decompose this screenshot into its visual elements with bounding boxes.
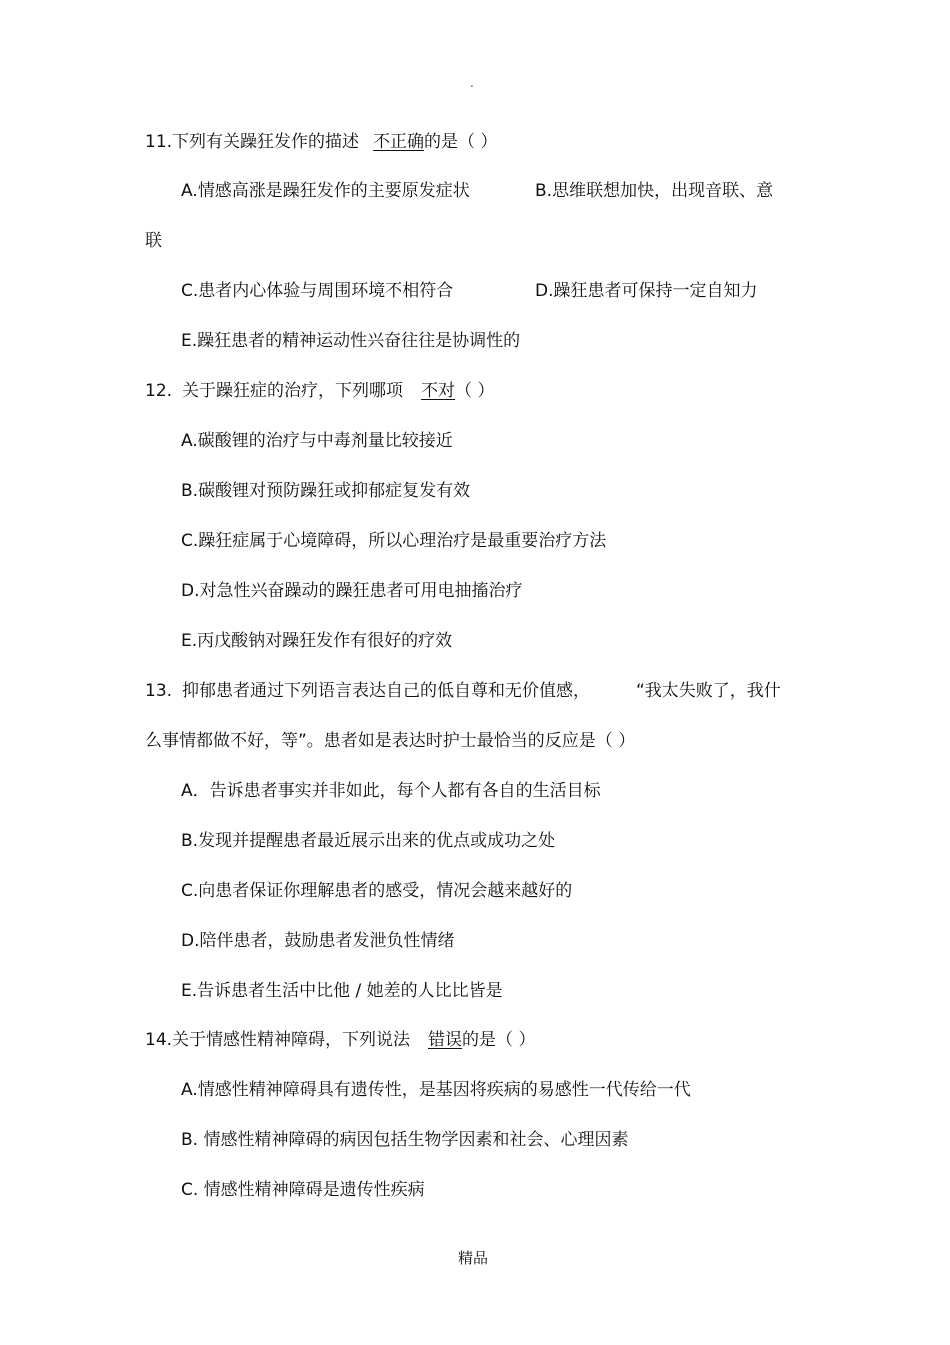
option-11-d: D.躁狂患者可保持一定自知力 (535, 281, 758, 301)
option-12-d: D.对急性兴奋躁动的躁狂患者可用电抽搐治疗 (181, 581, 523, 601)
option-12-a: A.碳酸锂的治疗与中毒剂量比较接近 (181, 431, 453, 451)
question-stem-text: 抑郁患者通过下列语言表达自己的低自尊和无价值感， (182, 681, 591, 701)
option-12-e: E.丙戊酸钠对躁狂发作有很好的疗效 (181, 631, 453, 651)
option-13-b: B.发现并提醒患者最近展示出来的优点或成功之处 (181, 831, 556, 851)
question-emphasis: 错误 (428, 1030, 463, 1050)
option-11-a: A.情感高涨是躁狂发作的主要原发症状 (181, 181, 470, 201)
question-emphasis: 不正确 (373, 132, 425, 152)
question-stem-text: （ ） (455, 381, 495, 401)
question-13-stem-line2: 么事情都做不好，等”。患者如是表达时护士最恰当的反应是（ ） (145, 731, 636, 751)
option-11-b: B.思维联想加快，出现音联、意 (535, 181, 774, 201)
option-12-b: B.碳酸锂对预防躁狂或抑郁症复发有效 (181, 481, 471, 501)
option-14-b: B. 情感性精神障碍的病因包括生物学因素和社会、心理因素 (181, 1130, 629, 1150)
question-stem-text: 的是（ ） (424, 132, 498, 152)
option-11-e: E.躁狂患者的精神运动性兴奋往往是协调性的 (181, 331, 521, 351)
question-stem-text: 关于情感性精神障碍，下列说法 (172, 1030, 411, 1050)
question-stem-text: 下列有关躁狂发作的描述 (172, 132, 360, 152)
question-12-stem (145, 380, 494, 402)
page-footer: 精品 (458, 1249, 489, 1267)
header-dot: . (470, 76, 474, 90)
question-number: 11. (145, 132, 173, 152)
question-number: 13. (145, 681, 173, 701)
question-stem-text: 关于躁狂症的治疗，下列哪项 (182, 381, 404, 401)
question-stem-text: 的是（ ） (462, 1030, 536, 1050)
option-13-c: C.向患者保证你理解患者的感受，情况会越来越好的 (181, 881, 573, 901)
option-14-c: C. 情感性精神障碍是遗传性疾病 (181, 1180, 425, 1200)
option-13-a: A．告诉患者事实并非如此，每个人都有各自的生活目标 (181, 781, 601, 801)
option-13-d: D.陪伴患者，鼓励患者发泄负性情绪 (181, 931, 455, 951)
question-13-quote: “我太失败了，我什 (636, 681, 781, 701)
option-14-a: A.情感性精神障碍具有遗传性，是基因将疾病的易感性一代传给一代 (181, 1080, 691, 1100)
question-number: 12. (145, 381, 173, 401)
option-11-b-continued: 联 (145, 231, 162, 251)
question-14-stem (145, 1029, 535, 1051)
option-13-e: E.告诉患者生活中比他 / 她差的人比比皆是 (181, 981, 503, 1001)
question-number: 14. (145, 1030, 173, 1050)
question-emphasis: 不对 (421, 381, 456, 401)
question-13-stem-line1 (145, 680, 590, 702)
option-11-c: C.患者内心体验与周围环境不相符合 (181, 281, 454, 301)
question-11-stem (145, 131, 497, 153)
option-12-c: C.躁狂症属于心境障碍，所以心理治疗是最重要治疗方法 (181, 531, 607, 551)
